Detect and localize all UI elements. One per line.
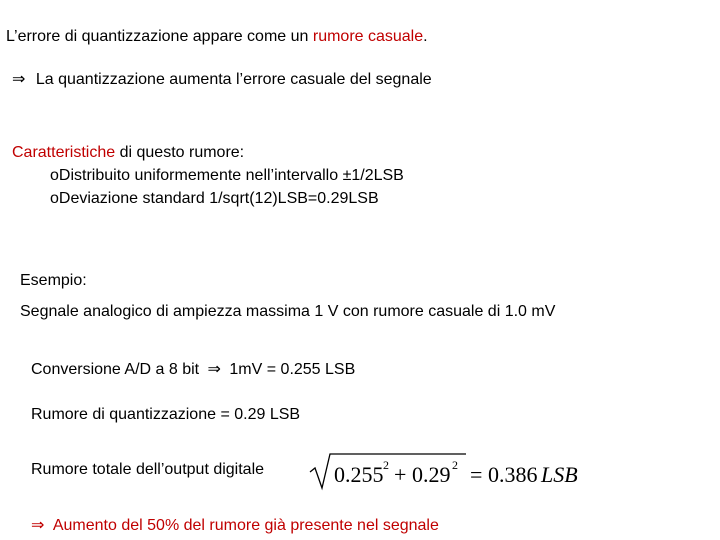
characteristics-item-uniform: oDistribuito uniformemente nell’intervallo ±1/2LSB <box>50 167 404 184</box>
formula-exponent1: 2 <box>383 458 389 472</box>
intro-period: . <box>423 28 428 45</box>
formula-term2: 0.29 <box>412 462 451 487</box>
implies-arrow-icon: ⇒ <box>12 71 26 88</box>
formula-plus: + <box>394 462 407 487</box>
conclusion-line <box>31 516 439 536</box>
characteristics-highlight: Caratteristiche <box>12 144 116 161</box>
intro-text: L’errore di quantizzazione appare come un <box>6 28 313 45</box>
implies-arrow-icon: ⇒ <box>207 361 221 378</box>
formula-exponent2: 2 <box>452 458 458 472</box>
total-noise-formula <box>308 452 588 492</box>
quantization-noise-line: Rumore di quantizzazione = 0.29 LSB <box>31 406 301 423</box>
implication-text: La quantizzazione aumenta l’errore casuale del segnale <box>35 71 432 88</box>
intro-highlight: rumore casuale <box>312 28 424 45</box>
conversion-result: 1mV = 0.255 LSB <box>229 361 356 378</box>
characteristics-rest: di questo rumore: <box>115 144 245 161</box>
intro-line <box>6 27 428 47</box>
total-noise-label: Rumore totale dell’output digitale <box>31 461 265 478</box>
conversion-text: Conversione A/D a 8 bit <box>31 361 200 378</box>
implies-arrow-icon: ⇒ <box>31 517 45 534</box>
conclusion-text: Aumento del 50% del rumore già presente nel segnale <box>52 517 439 534</box>
formula-unit: LSB <box>541 462 578 487</box>
formula-equals: = <box>470 462 483 487</box>
conversion-line <box>31 360 355 380</box>
characteristics-item-stddev: oDeviazione standard 1/sqrt(12)LSB=0.29LSB <box>50 190 379 207</box>
formula-result: 0.386 <box>488 462 538 487</box>
example-description: Segnale analogico di ampiezza massima 1 V con rumore casuale di 1.0 mV <box>20 303 556 320</box>
characteristics-heading <box>12 143 244 163</box>
formula-term1: 0.255 <box>334 462 384 487</box>
implication-line <box>12 70 432 90</box>
example-heading: Esempio: <box>20 272 87 289</box>
